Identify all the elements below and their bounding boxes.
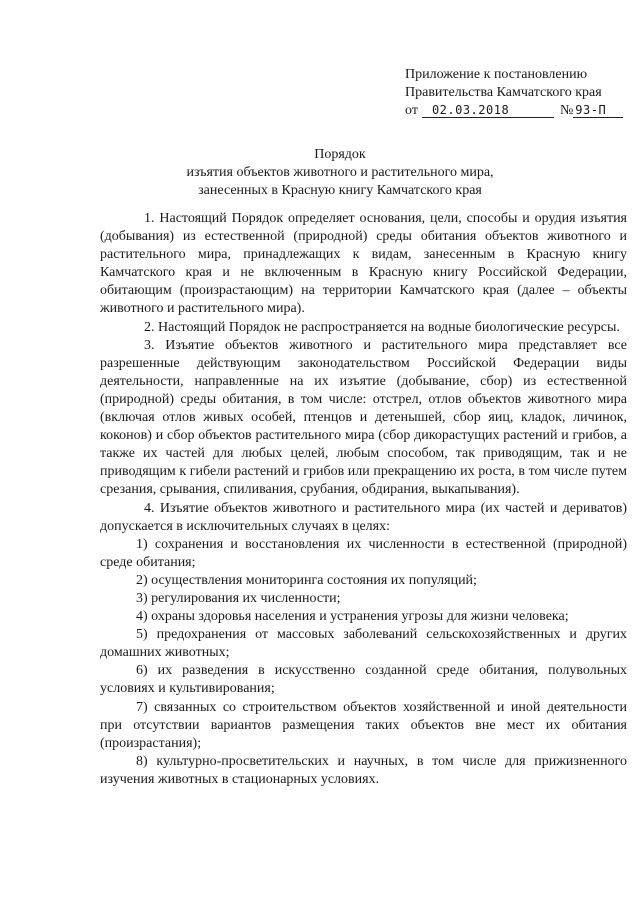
- list-item-2: 2) осуществления мониторинга состояния их популяций;: [136, 572, 477, 588]
- appendix-date-line: [405, 102, 635, 120]
- paragraph-4: 4. Изъятие объектов животного и растительного мира (их частей и дериватов) допускается в исключительных случаях в целях:: [100, 500, 627, 534]
- appendix-line-1: Приложение к постановлению: [405, 67, 588, 82]
- list-item-7: 7) связанных со строительством объектов хозяйственной и иной деятельности при отсутствии вариантов размещения таких объектов вне мест их обитания (произрастания);: [100, 699, 627, 751]
- list-item-3: 3) регулирования их численности;: [136, 590, 341, 606]
- resolution-date: 02.03.2018: [422, 103, 554, 118]
- paragraph-2: 2. Настоящий Порядок не распространяется на водные биологические ресурсы.: [144, 319, 620, 335]
- appendix-line-2: Правительства Камчатского края: [405, 85, 602, 100]
- list-item-1: 1) сохранения и восстановления их численности в естественной (природной) среде обитания;: [100, 536, 627, 570]
- document-title: [60, 146, 620, 200]
- number-prefix: №: [559, 103, 574, 118]
- title-line-2: изъятия объектов животного и растительного мира,: [186, 165, 494, 180]
- date-prefix: от: [405, 103, 418, 118]
- document-body: [100, 210, 627, 789]
- title-line-1: Порядок: [314, 147, 366, 162]
- list-item-4: 4) охраны здоровья населения и устранения угрозы для жизни человека;: [136, 609, 569, 625]
- paragraph-1: 1. Настоящий Порядок определяет основания, цели, способы и орудия изъятия (добывания) из естественной (природной) среды обитания объектов животного и растительного мира, принадлежащих к видам, занесенным в Красную книгу Камчатского края и не включенным в Красную книгу Российской Федерации, обитающим (произрастающим) на территории Камчатского края (далее – объекты животного и растительного мира).: [100, 211, 627, 317]
- list-item-5: 5) предохранения от массовых заболеваний сельскохозяйственных и других домашних животных;: [100, 627, 627, 661]
- title-line-3: занесенных в Красную книгу Камчатского края: [198, 183, 482, 198]
- resolution-number: 93-П: [573, 103, 623, 118]
- list-item-8: 8) культурно-просветительских и научных, в том числе для прижизненного изучения животных в стационарных условиях.: [100, 753, 627, 787]
- list-item-6: 6) их разведения в искусственно созданной среде обитания, полувольных условиях и культивирования;: [100, 663, 627, 697]
- appendix-header: [405, 66, 635, 120]
- paragraph-3: 3. Изъятие объектов животного и растительного мира представляет все разрешенные действующим законодательством Российской Федерации виды деятельности, направленные на их изъятие (добывание, сбор) из естественной (природной) среды обитания, в том числе: отстрел, отлов объектов животного мира (включая отлов живых особей, птенцов и детенышей, сбор яиц, кладок, личинок, коконов) и сбор объектов растительного мира (сбор дикорастущих растений и грибов, а также их частей для любых целей, любым способом, так приводящим, так и не приводящим к гибели растений и грибов или прекращению их роста, в том числе путем срезания, срывания, спиливания, срубания, обдирания, выкапывания).: [100, 337, 627, 498]
